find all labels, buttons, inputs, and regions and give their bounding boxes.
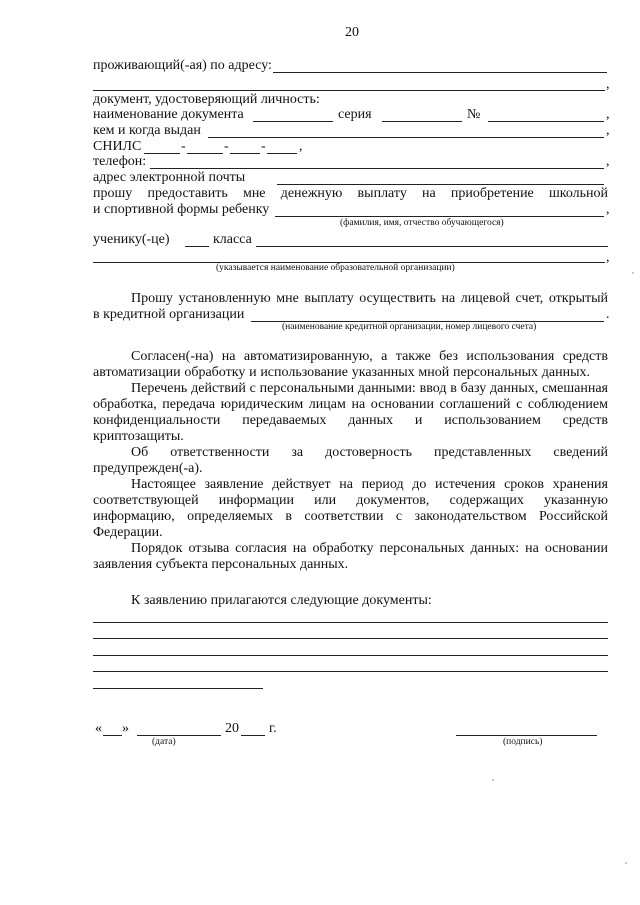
scan-speck	[492, 779, 494, 781]
consent-p2-line-1: Перечень действий с персональными данными: ввод в базу данных, смешанная	[131, 381, 608, 396]
payment-text-line-2: в кредитной организации	[93, 307, 245, 322]
series-field[interactable]	[382, 121, 462, 122]
address-label: проживающий(-ая) по адресу:	[93, 58, 272, 73]
payment-text-line-1: Прошу установленную мне выплату осуществить на лицевой счет, открытый	[131, 291, 608, 306]
child-name-field[interactable]	[275, 216, 604, 217]
snils-label: СНИЛС	[93, 139, 142, 154]
document-name-label: наименование документа	[93, 107, 244, 122]
date-quote-close: »	[122, 721, 129, 736]
consent-p4-line-3: информацию, определяемых в соответствии с законодательством Российской	[93, 509, 608, 524]
comma: ,	[606, 154, 610, 169]
consent-p3-line-2: предупрежден(-а).	[93, 461, 203, 476]
date-month-field[interactable]	[137, 735, 221, 736]
consent-p2-line-2: обработка, передача юридическим лицам на основании соглашений с соблюдением	[93, 397, 608, 412]
id-document-label: документ, удостоверяющий личность:	[93, 92, 320, 107]
email-field[interactable]	[277, 184, 604, 185]
bank-account-hint: (наименование кредитной организации, номер лицевого счета)	[282, 322, 537, 332]
consent-p4-line-4: Федерации.	[93, 525, 163, 540]
attachment-line-2[interactable]	[93, 638, 608, 639]
attachment-line-5[interactable]	[93, 688, 263, 689]
email-label: адрес электронной почты	[93, 170, 246, 185]
date-year-suffix: г.	[269, 721, 277, 736]
comma: ,	[606, 250, 610, 265]
child-name-hint: (фамилия, имя, отчество обучающегося)	[340, 218, 504, 228]
attachments-label: К заявлению прилагаются следующие документы:	[131, 593, 432, 608]
consent-p2-line-4: криптозащиты.	[93, 429, 184, 444]
issued-by-field[interactable]	[208, 137, 604, 138]
address-field-line-1[interactable]	[273, 72, 607, 73]
document-name-field[interactable]	[253, 121, 333, 122]
date-hint: (дата)	[152, 737, 176, 747]
snils-field-part-3[interactable]	[230, 153, 260, 154]
scan-speck	[625, 862, 627, 864]
attachment-line-1[interactable]	[93, 622, 608, 623]
consent-p1-line-2: автоматизации обработку и использование указанных мной персональных данных.	[93, 365, 590, 380]
comma: ,	[606, 202, 610, 217]
snils-dash: -	[261, 139, 266, 154]
consent-p5-line-2: заявления субъекта персональных данных.	[93, 557, 349, 572]
consent-p4-line-1: Настоящее заявление действует на период до истечения сроков хранения	[131, 477, 608, 492]
consent-p4-line-2: соответствующей информации или документов, содержащих указанную	[93, 493, 608, 508]
page-number: 20	[345, 25, 359, 40]
signature-field[interactable]	[456, 735, 597, 736]
period: .	[606, 307, 610, 322]
request-text-line-2: и спортивной формы ребенку	[93, 202, 270, 217]
date-quote-open: «	[95, 721, 102, 736]
phone-label: телефон:	[93, 154, 147, 169]
org-hint: (указывается наименование образовательной организации)	[216, 263, 455, 273]
consent-p3-line-1: Об ответственности за достоверность представленных сведений	[131, 445, 608, 460]
comma: ,	[606, 107, 610, 122]
comma: ,	[299, 139, 303, 154]
number-label: №	[467, 107, 481, 122]
number-field[interactable]	[488, 121, 604, 122]
school-field-line-1[interactable]	[256, 246, 608, 247]
grade-field[interactable]	[185, 246, 209, 247]
comma: ,	[606, 77, 610, 92]
class-label: класса	[213, 232, 252, 247]
date-day-field[interactable]	[103, 735, 122, 736]
date-year-field[interactable]	[241, 735, 265, 736]
consent-p5-line-1: Порядок отзыва согласия на обработку персональных данных: на основании	[131, 541, 608, 556]
series-label: серия	[338, 107, 372, 122]
comma: ,	[606, 123, 610, 138]
address-field-line-2[interactable]	[93, 90, 605, 91]
snils-dash: -	[224, 139, 229, 154]
request-text-line-1: прошу предоставить мне денежную выплату на приобретение школьной	[93, 186, 608, 201]
snils-field-part-2[interactable]	[187, 153, 223, 154]
snils-dash: -	[181, 139, 186, 154]
snils-field-part-1[interactable]	[144, 153, 180, 154]
issued-by-label: кем и когда выдан	[93, 123, 201, 138]
signature-hint: (подпись)	[503, 737, 543, 747]
attachment-line-4[interactable]	[93, 671, 608, 672]
snils-field-part-4[interactable]	[267, 153, 297, 154]
student-label: ученику(-це)	[93, 232, 170, 247]
phone-field[interactable]	[150, 168, 604, 169]
date-year-prefix: 20	[225, 721, 239, 736]
consent-p1-line-1: Согласен(-на) на автоматизированную, а также без использования средств	[131, 349, 608, 364]
consent-p2-line-3: конфиденциальности передаваемых данных и использованием средств	[93, 413, 608, 428]
scan-speck	[632, 272, 634, 274]
attachment-line-3[interactable]	[93, 655, 608, 656]
